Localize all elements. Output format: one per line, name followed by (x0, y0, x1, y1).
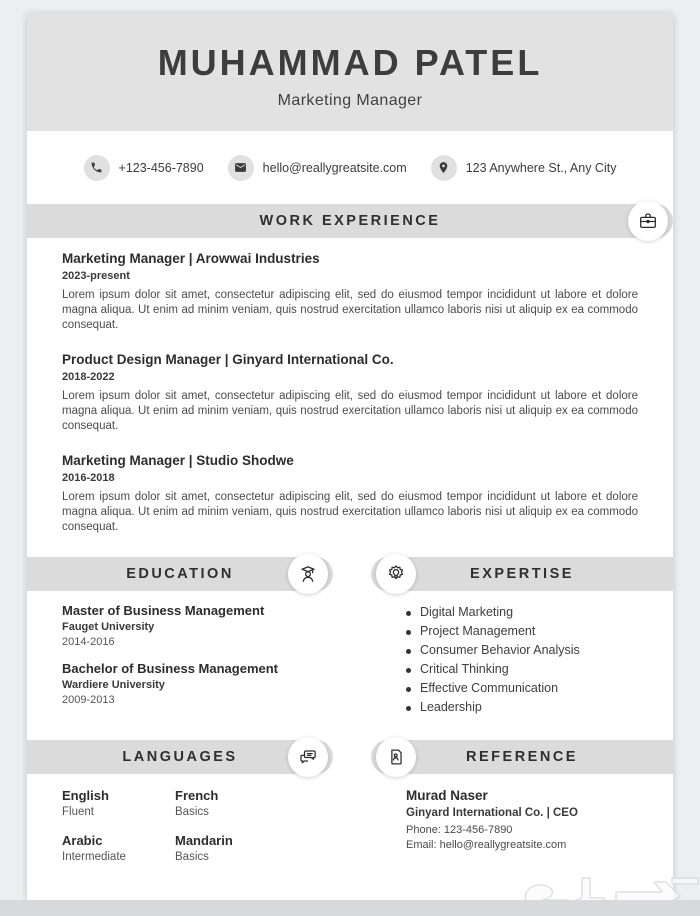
languages-reference-row (27, 740, 673, 900)
email-address: hello@reallygreatsite.com (262, 160, 407, 175)
degree: Master of Business Management (62, 603, 265, 618)
language-name: French (175, 788, 219, 803)
expertise-item: Project Management (420, 622, 673, 641)
expertise-banner (371, 557, 673, 591)
education-banner (27, 557, 333, 591)
education-entry (62, 603, 340, 648)
job-entry (62, 251, 638, 333)
language-entry (175, 788, 295, 818)
reference-phone: Phone: 123-456-7890 (406, 824, 513, 836)
language-name: Mandarin (175, 833, 233, 848)
expertise-column (350, 557, 673, 740)
reference-email: Email: hello@reallygreatsite.com (406, 839, 567, 851)
job-description: Lorem ipsum dolor sit amet, consectetur adipiscing elit, sed do eiusmod tempor incididunt ut labore et dolore magna aliqua. Ut enim ad minim veniam, quis nostrud exercitation ullamco laboris nisi ut aliquip ex ea commodo consequat. (62, 491, 638, 533)
contact-bar (27, 131, 673, 204)
reference-position: Ginyard International Co. | CEO (406, 807, 578, 819)
reference-column (350, 740, 673, 900)
job-description: Lorem ipsum dolor sit amet, consectetur adipiscing elit, sed do eiusmod tempor incididunt ut labore et dolore magna aliqua. Ut enim ad minim veniam, quis nostrud exercitation ullamco laboris nisi ut aliquip ex ea commodo consequat. (62, 390, 638, 432)
degree: Bachelor of Business Management (62, 661, 278, 676)
street-address: 123 Anywhere St., Any City (465, 160, 617, 175)
location-pin-icon (431, 155, 457, 181)
language-name: English (62, 788, 109, 803)
job-description: Lorem ipsum dolor sit amet, consectetur adipiscing elit, sed do eiusmod tempor incididunt ut labore et dolore magna aliqua. Ut enim ad minim veniam, quis nostrud exercitation ullamco laboris nisi ut aliquip ex ea commodo consequat. (62, 289, 638, 331)
language-level: Basics (175, 806, 209, 818)
expertise-item: Critical Thinking (420, 660, 673, 679)
phone-number: +123-456-7890 (118, 160, 204, 175)
language-level: Intermediate (62, 851, 126, 863)
languages-banner (27, 740, 333, 774)
education-heading: EDUCATION (126, 566, 234, 582)
languages-heading: LANGUAGES (122, 749, 238, 765)
person-document-icon (376, 737, 416, 777)
resume-page (27, 13, 673, 900)
job-dates: 2018-2022 (62, 371, 115, 383)
languages-column (27, 740, 350, 900)
expertise-heading: EXPERTISE (470, 566, 574, 582)
contact-phone (84, 155, 204, 181)
contact-address (431, 155, 617, 181)
expertise-item: Consumer Behavior Analysis (420, 641, 673, 660)
education-column (27, 557, 350, 740)
person-name: MUHAMMAD PATEL (157, 42, 543, 83)
job-title: Marketing Manager | Arowwai Industries (62, 251, 320, 266)
expertise-item: Effective Communication (420, 679, 673, 698)
work-experience-heading: WORK EXPERIENCE (259, 213, 441, 229)
school: Fauget University (62, 621, 155, 633)
expertise-list (350, 603, 673, 717)
briefcase-icon (628, 201, 668, 241)
phone-icon (84, 155, 110, 181)
language-entry (62, 788, 175, 818)
reference-name: Murad Naser (406, 788, 488, 803)
contact-email (228, 155, 407, 181)
education-expertise-row (27, 557, 673, 740)
years: 2009-2013 (62, 694, 115, 706)
lightbulb-icon (376, 554, 416, 594)
language-level: Fluent (62, 806, 94, 818)
job-title: Marketing Manager | Studio Shodwe (62, 453, 294, 468)
work-experience-banner (27, 204, 673, 238)
school: Wardiere University (62, 679, 165, 691)
expertise-item: Digital Marketing (420, 603, 673, 622)
education-section (27, 591, 350, 719)
reference-banner (371, 740, 673, 774)
person-title: Marketing Manager (277, 92, 423, 109)
email-icon (228, 155, 254, 181)
graduation-icon (288, 554, 328, 594)
languages-grid (62, 788, 350, 863)
reference-section (350, 774, 673, 851)
page-bottom-strip (0, 900, 700, 916)
language-entry (175, 833, 295, 863)
header (27, 13, 673, 131)
language-entry (62, 833, 175, 863)
job-title: Product Design Manager | Ginyard International Co. (62, 352, 394, 367)
language-name: Arabic (62, 833, 103, 848)
job-entry (62, 352, 638, 434)
chat-bubbles-icon (288, 737, 328, 777)
reference-heading: REFERENCE (466, 749, 578, 765)
years: 2014-2016 (62, 636, 115, 648)
job-dates: 2023-present (62, 270, 130, 282)
education-entry (62, 661, 340, 706)
work-experience-section (27, 238, 673, 557)
job-entry (62, 453, 638, 535)
language-level: Basics (175, 851, 209, 863)
job-dates: 2016-2018 (62, 472, 115, 484)
expertise-item: Leadership (420, 698, 673, 717)
